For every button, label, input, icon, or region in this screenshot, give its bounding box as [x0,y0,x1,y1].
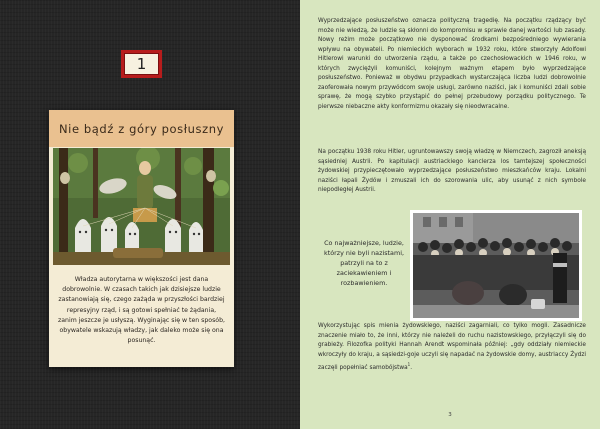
chapter-number-box [121,50,162,78]
card-title: Nie bądź z góry posłuszny [49,110,234,147]
paragraph-3: Wykorzystując spis mienia żydowskiego, naziści zagarniali, co tylko mogli. Zasadnicze znaczenie miało to, że inni, którzy nie należeli do ruchu nazistowskiego, przyłączyli się do grabieży. Filozofka polityki Hannah Arendt wspominała później: „gdy oddziały niemieckie wkroczyły do kraju, a sąsiedzi-goje uczyli się napadać na żydowskie domy, austriaccy Żydzi zaczęli popełniać samobójstwa$^1$. [318,323,586,372]
card-body: Władza autorytarna w większości jest dana dobrowolnie. W czasach takich jak dzisiejsze ludzie zastanowiają się, czego zażąda w przyszłości bardziej represyjny rząd, i są gotowi spełniać te żądania, zanim jeszcze je usłyszą. Wyginając się w ten sposób, obywatele wskazują władzy, jak daleko może się ona posunąć. [58,276,225,345]
historical-photo [410,210,582,321]
page-number: 3 [448,412,452,418]
chapter-card [49,110,234,367]
paragraph-1: Wyprzedzające posłuszeństwo oznacza polityczną tragedię. Na początku rządzący być może nie wiedzą, że ludzie są skłonni do kompromisu w sprawie danej wartości lub zasady. Nowy reżim może początkowo nie dysponować środkami bezpośredniego wywierania wpływu na obywateli. Po niemieckich wyborach w 1932 roku, które stworzyły Adolfowi Hitlerowi warunki do utworzenia rządu, a także po czechosłowackich w 1946 roku, w których zwyciężyli komuniści, kolejnym ważnym etapem było wyprzedzające posłuszeństwo. Ponieważ w obydwu przypadkach wystarczająca liczba ludzi dobrowolnie zaoferowała nowym przywódcom swoje usługi, zarówno naziści, jak i komuniści zdali sobie sprawę, że mogą szybko przystąpić do pełnej przebudowy porządku politycznego. Te pierwsze niebaczne akty konformizmu okazały się nieodwracalne. [318,18,586,110]
paragraph-2: Na początku 1938 roku Hitler, ugruntowawszy swoją władzę w Niemczech, zagroził aneksją sąsiedniej Austrii. Po kapitulacji austriackiego kanclerza los tamtejszej społeczności żydowskiej przypieczętowało wyprzedzające posłuszeństwo mieszkańców kraju. Lokalni naziści łapali Żydów i zmuszali ich do szorowania ulic, aby usunąć z nich symbole niepodległej Austrii. [318,149,586,194]
right-page [300,0,600,429]
card-illustration [53,148,230,265]
chapter-number: 1 [124,53,159,75]
paragraph-3-text: Wykorzystując spis mienia żydowskiego, naziści zagarniali, co tylko mogli. Zasadnicze znaczenie miało to, że inni, którzy nie należeli do ruchu nazistowskiego, przyłączyli się do grabieży. Filozofka polityki Hannah Arendt wspominała później: „gdy oddziały niemieckie wkroczyły do kraju, a sąsiedzi-goje uczyli się napadać na żydowskie domy, austriaccy Żydzi zaczęli popełniać samobójstwa [318,323,586,372]
footnote-ref[interactable]: 1 [407,362,411,368]
photo-image [413,213,579,318]
pull-quote: Co najważniejsze, ludzie, którzy nie byli nazistami, patrzyli na to z zaciekawieniem i rozbawieniem. [324,239,405,287]
